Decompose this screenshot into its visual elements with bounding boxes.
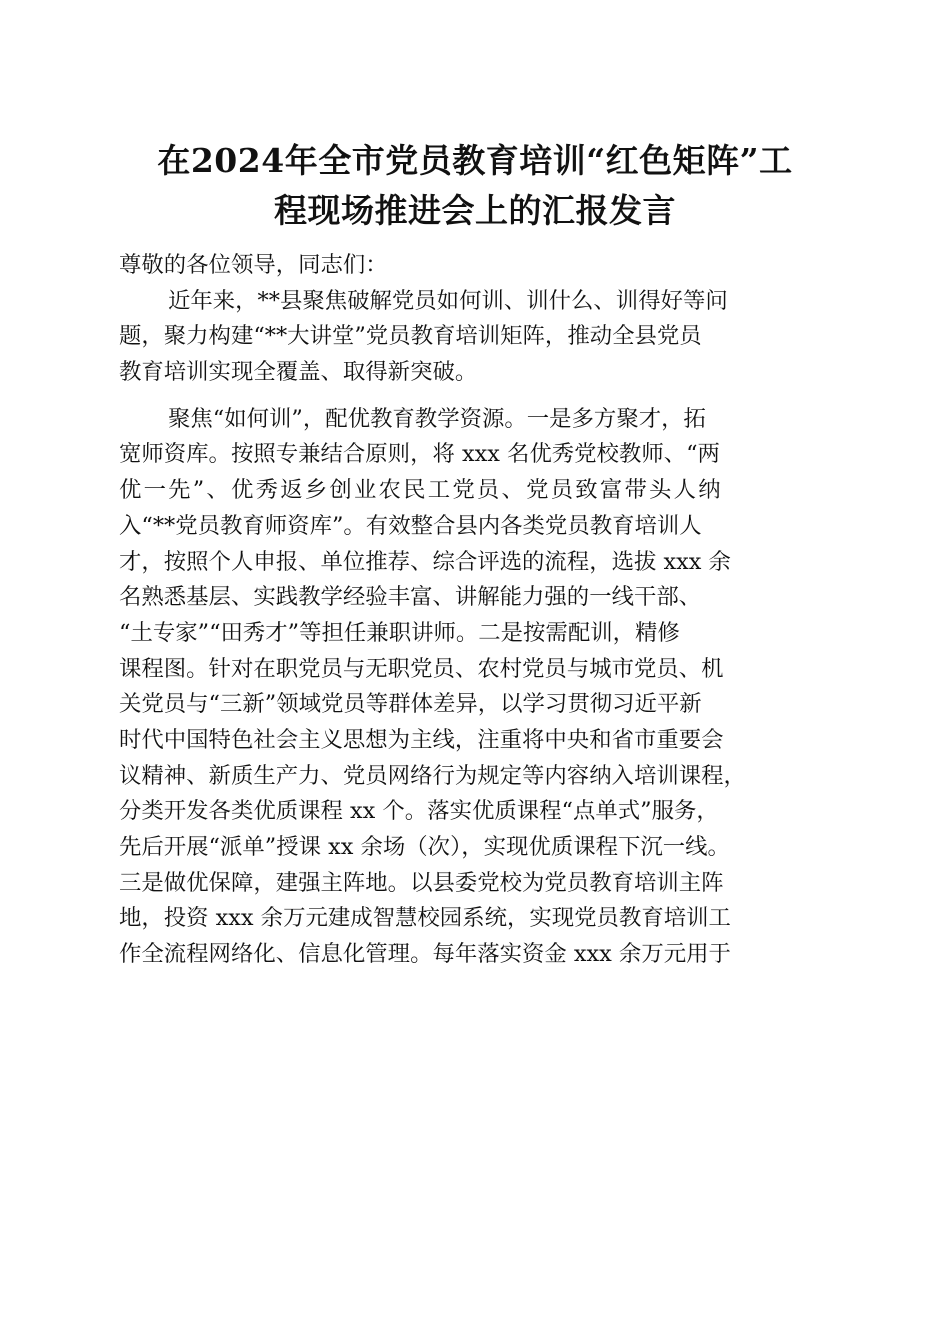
text-line: 地，投资 xxx 余万元建成智慧校园系统，实现党员教育培训工 xyxy=(119,905,731,932)
text-line: 作全流程网络化、信息化管理。每年落实资金 xxx 余万元用于 xyxy=(119,941,731,968)
salutation: 尊敬的各位领导，同志们： xyxy=(119,252,388,278)
text-line: 先后开展“派单”授课 xx 余场（次），实现优质课程下沉一线。 xyxy=(119,834,730,860)
title-line-2: 程现场推进会上的汇报发言 xyxy=(274,191,676,230)
text-line: 关党员与“三新”领域党员等群体差异，以学习贯彻习近平新 xyxy=(119,691,702,718)
document-title xyxy=(100,136,850,236)
document-body xyxy=(119,248,839,973)
text-line: 教育培训实现全覆盖、取得新突破。 xyxy=(119,359,478,386)
paragraph-how-to-train xyxy=(119,402,839,973)
text-line: “土专家”“田秀才”等担任兼职讲师。二是按需配训，精修 xyxy=(119,619,680,646)
text-line: 才，按照个人申报、单位推荐、综合评选的流程，选拔 xxx 余 xyxy=(119,548,731,575)
text-line: 入“**党员教育师资库”。有效整合县内各类党员教育培训人 xyxy=(119,512,702,539)
title-line-1: 在2024年全市党员教育培训“红色矩阵”工 xyxy=(157,141,793,180)
text-line: 课程图。针对在职党员与无职党员、农村党员与城市党员、机 xyxy=(119,655,724,682)
text-line: 聚焦“如何训”，配优教育教学资源。一是多方聚才，拓 xyxy=(168,405,706,432)
text-line: 名熟悉基层、实践教学经验丰富、讲解能力强的一线干部、 xyxy=(119,584,702,611)
text-line: 宽师资库。按照专兼结合原则，将 xxx 名优秀党校教师、“两 xyxy=(119,441,720,468)
text-line: 题，聚力构建“**大讲堂”党员教育培训矩阵，推动全县党员 xyxy=(119,323,702,350)
paragraph-intro xyxy=(119,284,839,391)
text-line: 分类开发各类优质课程 xx 个。落实优质课程“点单式”服务， xyxy=(119,798,719,825)
text-line: 优一先”、优秀返乡创业农民工党员、党员致富带头人纳 xyxy=(119,477,723,504)
text-line: 议精神、新质生产力、党员网络行为规定等内容纳入培训课程， xyxy=(119,762,746,789)
text-line: 三是做优保障，建强主阵地。以县委党校为党员教育培训主阵 xyxy=(119,869,724,896)
text-line: 近年来，**县聚焦破解党员如何训、训什么、训得好等问 xyxy=(168,287,728,314)
text-line: 时代中国特色社会主义思想为主线，注重将中央和省市重要会 xyxy=(119,726,724,753)
